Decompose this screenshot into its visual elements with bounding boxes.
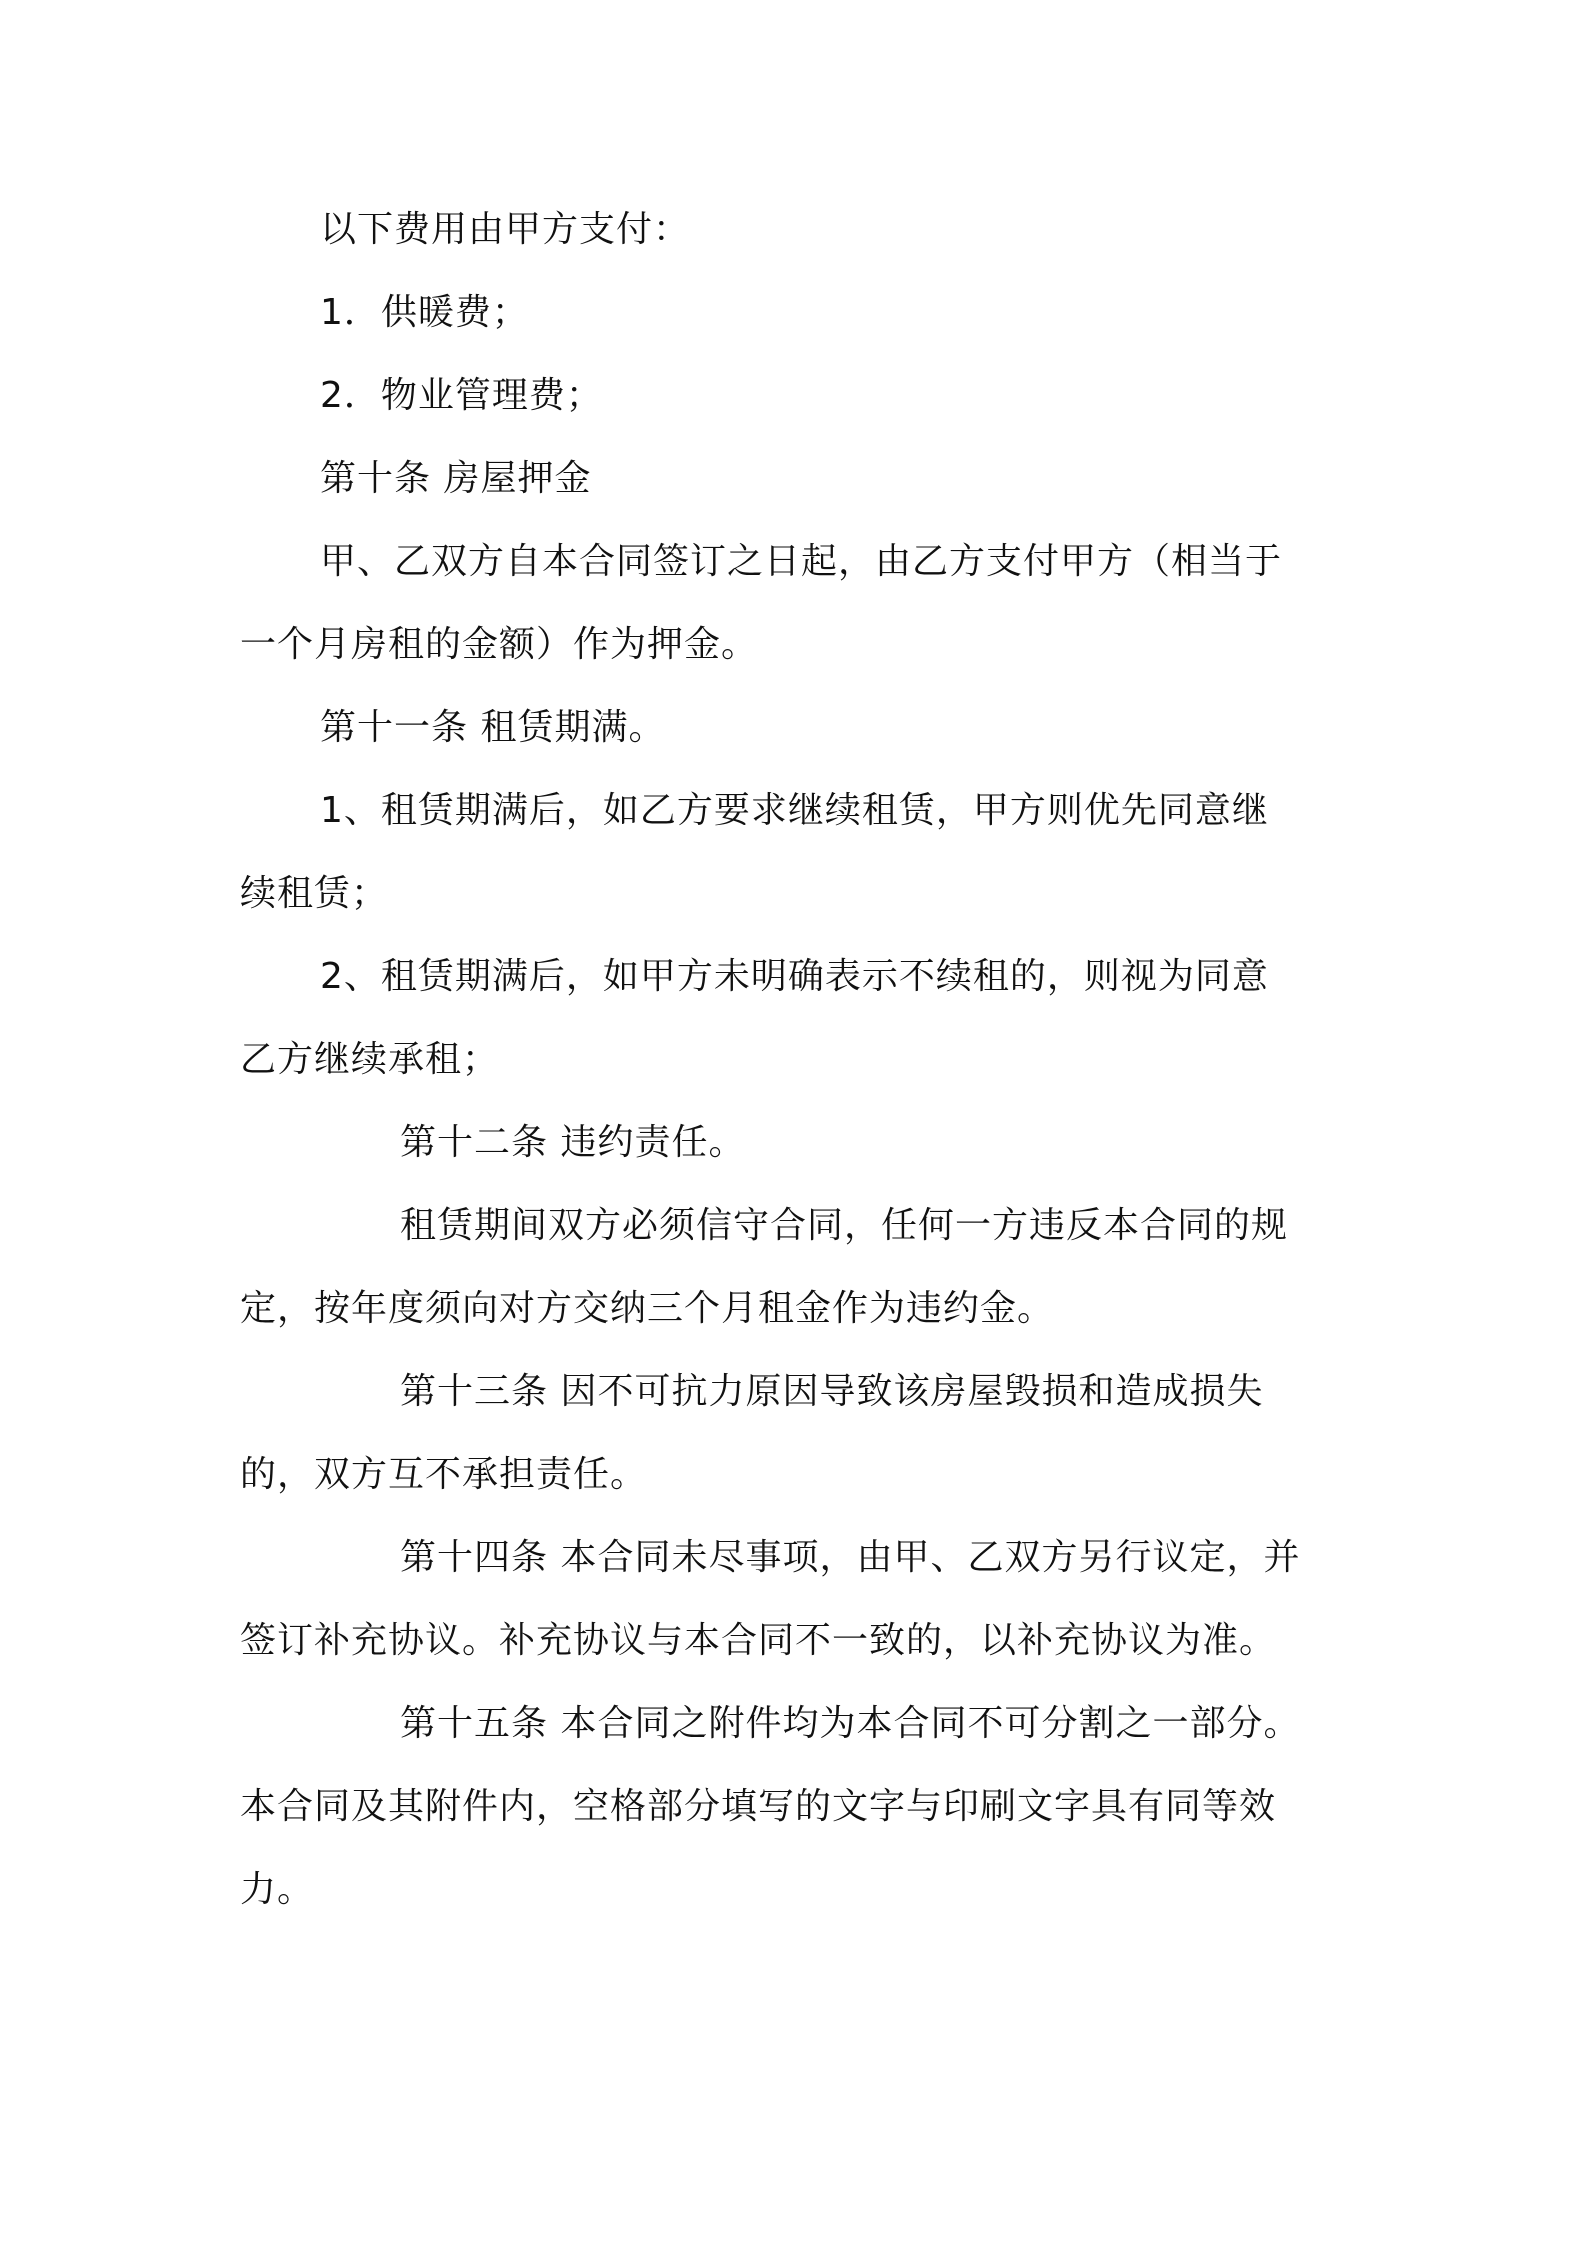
text-line: 续租赁； — [240, 873, 389, 914]
text-line: 一个月房租的金额）作为押金。 — [240, 624, 759, 665]
article-heading: 第十条 房屋押金 — [320, 458, 592, 499]
text-line: 签订补充协议。补充协议与本合同不一致的，以补充协议为准。 — [240, 1620, 1277, 1661]
article-heading: 第十五条 本合同之附件均为本合同不可分割之一部分。 — [400, 1703, 1301, 1744]
text-line: 租赁期间双方必须信守合同，任何一方违反本合同的规 — [400, 1205, 1289, 1246]
text-line: 乙方继续承租； — [240, 1039, 500, 1080]
article-heading: 第十二条 违约责任。 — [400, 1122, 746, 1163]
text-line: 甲、乙双方自本合同签订之日起，由乙方支付甲方（相当于 — [320, 541, 1283, 582]
text-line: 的，双方互不承担责任。 — [240, 1454, 648, 1495]
list-item: 1．供暖费； — [320, 292, 529, 333]
list-item: 2．物业管理费； — [320, 375, 603, 416]
article-heading: 第十三条 因不可抗力原因导致该房屋毁损和造成损失 — [400, 1371, 1264, 1412]
text-line: 本合同及其附件内，空格部分填写的文字与印刷文字具有同等效 — [240, 1786, 1277, 1827]
text-line: 定，按年度须向对方交纳三个月租金作为违约金。 — [240, 1288, 1055, 1329]
article-heading: 第十一条 租赁期满。 — [320, 707, 666, 748]
article-heading: 第十四条 本合同未尽事项，由甲、乙双方另行议定，并 — [400, 1537, 1301, 1578]
text-line: 2、租赁期满后，如甲方未明确表示不续租的，则视为同意 — [320, 956, 1269, 997]
text-line: 力。 — [240, 1869, 315, 1910]
text-line: 以下费用由甲方支付： — [320, 209, 691, 250]
text-line: 1、租赁期满后，如乙方要求继续租赁，甲方则优先同意继 — [320, 790, 1269, 831]
